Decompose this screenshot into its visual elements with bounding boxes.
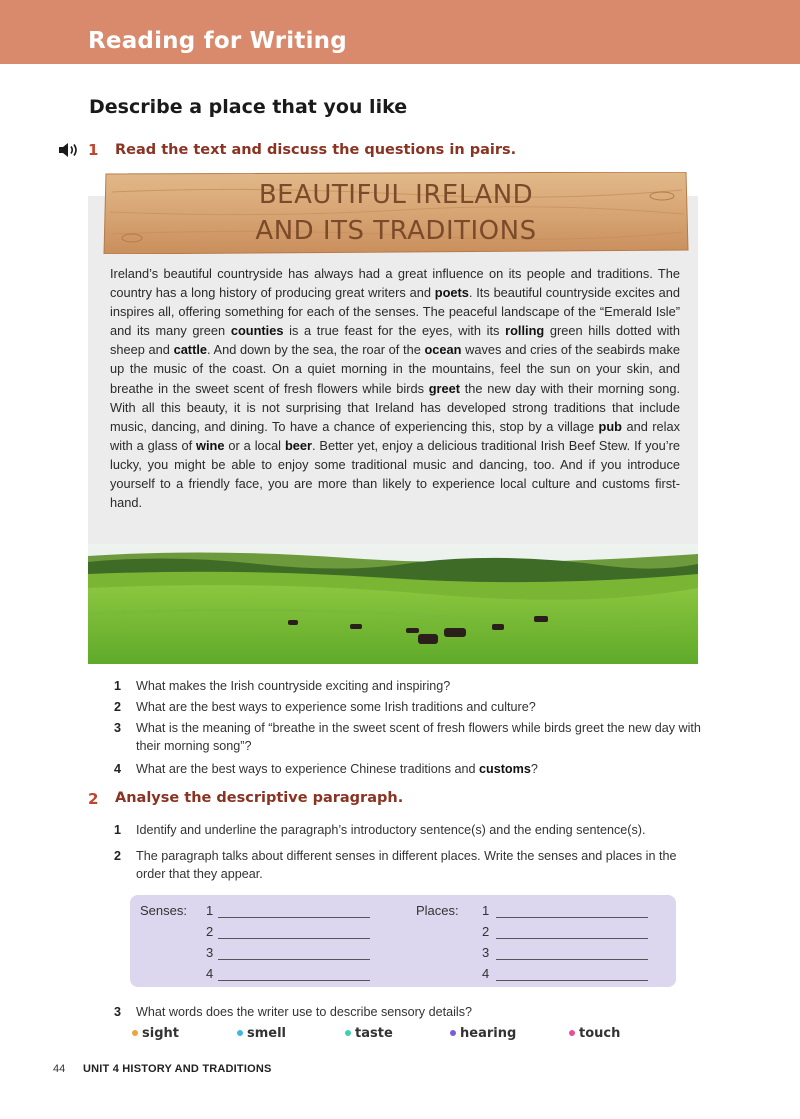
vocab-word: pub — [598, 418, 622, 434]
places-blank-4[interactable] — [496, 980, 648, 981]
unit-title: UNIT 4 HISTORY AND TRADITIONS — [83, 1063, 272, 1075]
passage-text: and relax with a glass of — [110, 418, 681, 453]
task-1-number: 1 — [88, 141, 99, 159]
sight-dot-icon — [132, 1030, 138, 1036]
question-text: What makes the Irish countryside exciting and inspiring? — [136, 679, 451, 693]
blank-number: 3 — [206, 945, 214, 960]
senses-places-panel — [130, 895, 676, 987]
question-text-part: What are the best ways to experience Chinese traditions and — [136, 762, 480, 776]
vocab-word: wine — [196, 437, 225, 453]
hearing-dot-icon — [450, 1030, 456, 1036]
passage-title-line-1: BEAUTIFUL IRELAND — [258, 180, 534, 210]
sense-label: touch — [579, 1026, 621, 1041]
senses-blank-3[interactable] — [218, 959, 370, 960]
item-number: 1 — [114, 823, 122, 837]
item-text: What words does the writer use to describe sensory details? — [136, 1005, 472, 1019]
places-blank-1[interactable] — [496, 917, 648, 918]
audio-speaker-icon[interactable] — [58, 142, 80, 158]
page-number: 44 — [53, 1063, 66, 1075]
passage-text: or a local — [224, 437, 285, 453]
item-text: Identify and underline the paragraph’s introductory sentence(s) and the ending sentence(s). — [136, 823, 646, 837]
vocab-word: beer — [284, 437, 312, 453]
taste-dot-icon — [345, 1030, 351, 1036]
lesson-title: Describe a place that you like — [89, 96, 408, 118]
item-number: 2 — [114, 849, 122, 863]
question-number: 1 — [114, 679, 122, 693]
irish-countryside-photo — [88, 544, 698, 664]
passage-text: the new day with their morning song. With all this beauty, it is not surprising that Ireland has developed strong traditions that include music, dancing, and dining. To have a chance of experiencing this, stop by a village — [110, 380, 680, 434]
item-text: The paragraph talks about different senses in different places. Write the senses and places in the order that they appear. — [136, 849, 677, 881]
vocab-word: rolling — [505, 323, 545, 339]
vocab-word: cattle — [173, 342, 208, 358]
task-1-instruction: Read the text and discuss the questions in pairs. — [115, 142, 517, 158]
places-blank-3[interactable] — [496, 959, 648, 960]
sense-hearing — [450, 1026, 516, 1041]
places-label: Places: — [416, 903, 459, 918]
blank-number: 4 — [482, 966, 490, 981]
senses-label: Senses: — [140, 903, 187, 918]
sense-label: smell — [247, 1026, 287, 1041]
section-banner — [0, 0, 800, 64]
passage-text: . And down by the sea, the roar of the — [207, 342, 425, 358]
question-text — [136, 760, 702, 778]
question-text: What is the meaning of “breathe in the sweet scent of fresh flowers while birds greet the new day with their morning song”? — [136, 721, 701, 753]
blank-number: 4 — [206, 966, 214, 981]
blank-number: 2 — [482, 924, 490, 939]
passage-text: Ireland’s beautiful countryside has always had a great influence on its people and traditions. The country has a long history of producing great writers and — [110, 266, 680, 301]
question-number: 2 — [114, 700, 122, 714]
passage-text: . Its beautiful countryside excites and inspires all, offering something for each of the senses. The peaceful landscape of the “Emerald Isle” and its many green — [110, 285, 680, 339]
senses-blank-4[interactable] — [218, 980, 370, 981]
sense-taste — [345, 1026, 393, 1041]
vocab-word: counties — [230, 323, 284, 339]
vocab-word: ocean — [424, 342, 462, 358]
smell-dot-icon — [237, 1030, 243, 1036]
vocab-word: greet — [428, 380, 461, 396]
question-text-part: ? — [530, 762, 538, 776]
sense-smell — [237, 1026, 286, 1041]
sense-label: sight — [142, 1026, 179, 1041]
touch-dot-icon — [569, 1030, 575, 1036]
blank-number: 3 — [482, 945, 490, 960]
passage-text: is a true feast for the eyes, with its — [283, 323, 506, 339]
reading-passage — [110, 264, 680, 512]
title-plank — [102, 172, 690, 254]
blank-number: 1 — [206, 903, 214, 918]
sense-touch — [569, 1026, 620, 1041]
passage-text: green hills dotted with sheep and — [110, 323, 680, 358]
sense-label: taste — [355, 1026, 393, 1041]
passage-text: waves and cries of the seabirds make up the music of the coast. On a quiet morning in the mountains, feel the sun on your skin, and breathe in the sweet scent of fresh flowers while birds — [110, 342, 680, 396]
question-number: 4 — [114, 762, 122, 776]
senses-blank-2[interactable] — [218, 938, 370, 939]
task-2-instruction: Analyse the descriptive paragraph. — [115, 790, 404, 806]
blank-number: 1 — [482, 903, 490, 918]
places-blank-2[interactable] — [496, 938, 648, 939]
blank-number: 2 — [206, 924, 214, 939]
vocab-word: poets — [434, 285, 469, 301]
sense-label: hearing — [460, 1026, 517, 1041]
passage-text: . Better yet, enjoy a delicious traditional Irish Beef Stew. If you’re lucky, you might be able to enjoy some traditional music and dancing, too. And if you introduce yourself to a friendly face, you are more than likely to experience local culture and customs first-hand. — [110, 437, 680, 511]
sense-sight — [132, 1026, 179, 1041]
item-number: 3 — [114, 1005, 122, 1019]
question-number: 3 — [114, 721, 122, 735]
task-2-number: 2 — [88, 790, 99, 808]
passage-title-line-2: AND ITS TRADITIONS — [255, 216, 537, 246]
vocab-word: customs — [479, 762, 531, 776]
senses-blank-1[interactable] — [218, 917, 370, 918]
question-text: What are the best ways to experience some Irish traditions and culture? — [136, 700, 536, 714]
section-title: Reading for Writing — [88, 28, 347, 54]
